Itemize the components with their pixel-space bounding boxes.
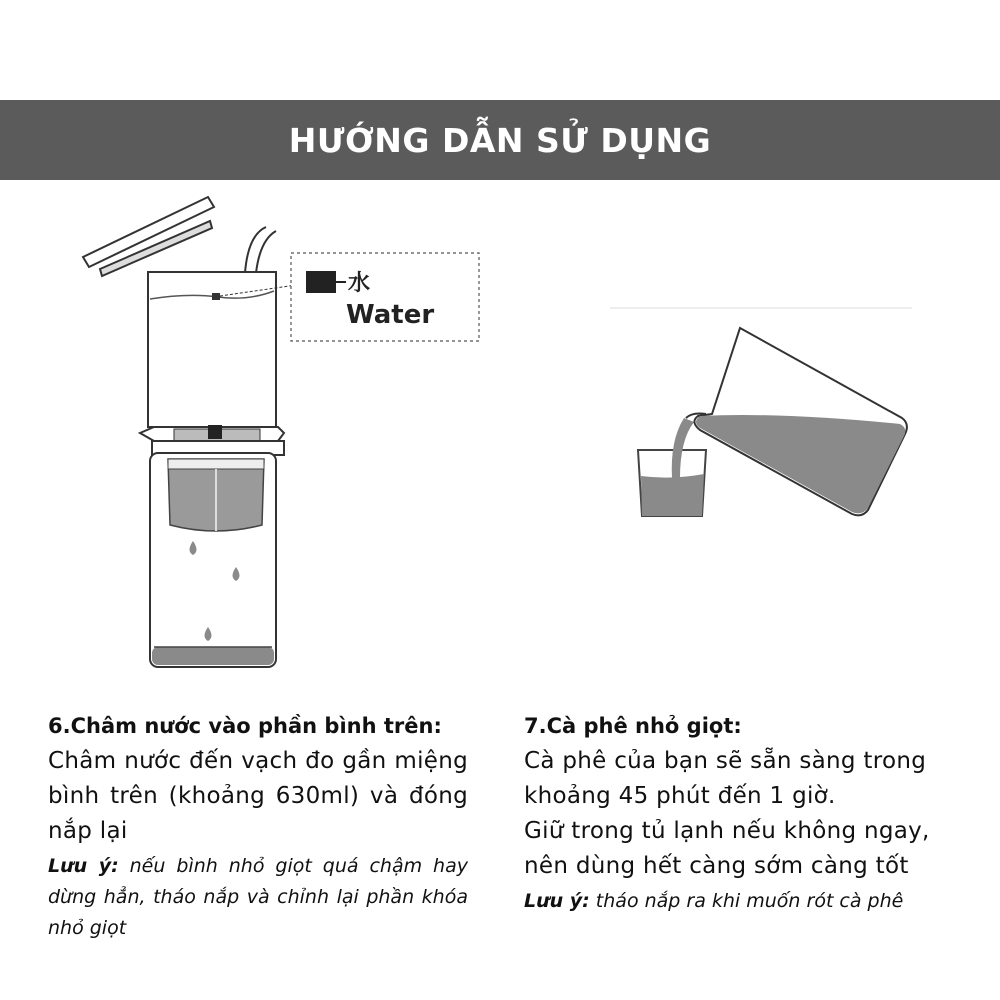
step-7-note-text: tháo nắp ra khi muốn rót cà phê: [589, 890, 904, 912]
step-7-body-line2: Giữ trong tủ lạnh nếu không ngay, nên dùng hết càng sớm càng tốt: [524, 818, 930, 879]
drip-valve: [140, 425, 284, 455]
title-banner: [0, 100, 1000, 180]
water-label-en: Water: [346, 300, 435, 330]
water-label-jp: 水: [348, 271, 371, 296]
step-7: [524, 710, 944, 917]
pouring-illustration: [600, 300, 920, 530]
cup: [638, 450, 706, 516]
dripper-illustration: [78, 195, 488, 675]
step-7-body-line1: Cà phê của bạn sẽ sẵn sàng trong khoảng 45 phút đến 1 giờ.: [524, 748, 927, 809]
lid: [83, 197, 214, 276]
step-6-body: Châm nước đến vạch đo gần miệng bình trên (khoảng 630ml) và đóng nắp lại: [48, 748, 468, 844]
step-6-note-label: Lưu ý:: [48, 855, 119, 877]
filter-basket: [168, 459, 264, 531]
page-title: HƯỚNG DẪN SỬ DỤNG: [288, 120, 712, 160]
step-6: [48, 710, 468, 944]
step-7-note-label: Lưu ý:: [524, 890, 590, 912]
jug: [686, 328, 907, 515]
upper-chamber: [148, 272, 310, 427]
step-6-title: 6.Châm nước vào phần bình trên:: [48, 714, 442, 738]
step-6-note-text: nếu bình nhỏ giọt quá chậm hay dừng hẳn, tháo nắp và chỉnh lại phần khóa nhỏ giọt: [48, 855, 468, 939]
step-7-title: 7.Cà phê nhỏ giọt:: [524, 714, 742, 738]
step-6-note: [48, 851, 468, 944]
step-7-note: [524, 886, 944, 917]
